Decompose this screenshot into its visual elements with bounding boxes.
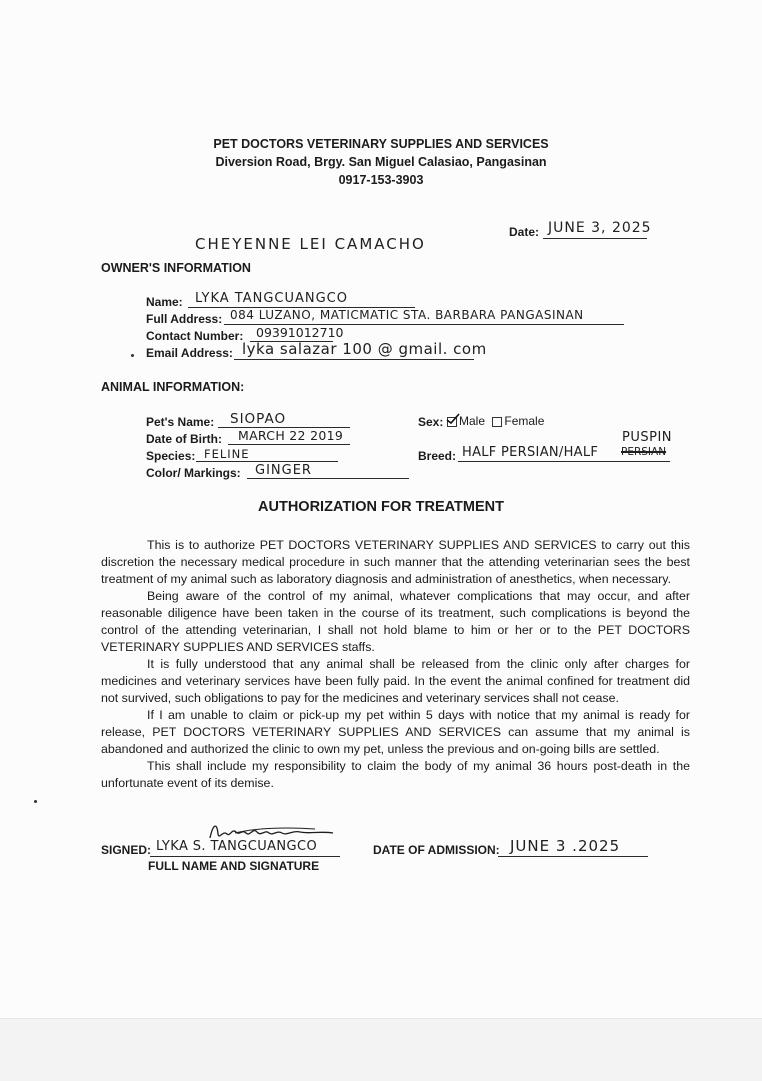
breed-value: HALF PERSIAN/HALF bbox=[462, 445, 599, 460]
clinic-address: Diversion Road, Brgy. San Miguel Calasiao, Pangasinan bbox=[215, 155, 547, 169]
owner-contact-value: 09391012710 bbox=[256, 325, 344, 340]
sex-options bbox=[447, 414, 544, 428]
sex-female-label: Female bbox=[504, 414, 545, 428]
color-label: Color/ Markings: bbox=[146, 466, 241, 480]
color-value: GINGER bbox=[255, 463, 312, 478]
owner-email-underline bbox=[234, 359, 474, 360]
species-label: Species: bbox=[146, 449, 196, 463]
authorization-title: AUTHORIZATION FOR TREATMENT bbox=[258, 499, 504, 515]
sex-female-option[interactable] bbox=[492, 414, 544, 428]
clinic-phone: 0917-153-3903 bbox=[338, 173, 424, 187]
authorization-paragraph-1: This is to authorize PET DOCTORS VETERINARY SUPPLIES AND SERVICES to carry out this discretion the necessary medical procedure in such manner that the attending veterinarian sees the best treatment of my animal such as laboratory diagnosis and administration of anesthetics, when necessary. bbox=[101, 538, 690, 586]
admission-label: DATE OF ADMISSION: bbox=[373, 843, 500, 857]
sex-male-option[interactable] bbox=[447, 414, 488, 428]
admission-underline bbox=[498, 856, 648, 857]
authorization-paragraph-3: It is fully understood that any animal shall be released from the clinic only after charges for medicines and veterinary services have been fully paid. In the event the animal confined for treatment did not survived, such obligations to pay for the medicines and veterinary services shall not cease. bbox=[101, 657, 690, 705]
owner-email-value: lyka salazar 100 @ gmail. com bbox=[242, 340, 487, 358]
authorization-body bbox=[101, 537, 690, 792]
color-underline bbox=[247, 478, 409, 479]
breed-label: Breed: bbox=[418, 449, 457, 463]
clinic-name: PET DOCTORS VETERINARY SUPPLIES AND SERVICES bbox=[213, 137, 549, 151]
signed-label: SIGNED: bbox=[101, 843, 152, 857]
scan-bottom-edge bbox=[0, 1018, 762, 1081]
species-value: FELINE bbox=[204, 447, 250, 461]
breed-underline bbox=[458, 461, 670, 462]
dob-underline bbox=[228, 444, 350, 445]
owner-email-label: Email Address: bbox=[146, 346, 233, 360]
date-value: JUNE 3, 2025 bbox=[548, 220, 652, 236]
owner-name-value: LYKA TANGCUANGCO bbox=[195, 291, 348, 306]
sex-label: Sex: bbox=[418, 415, 444, 429]
owner-address-label: Full Address: bbox=[146, 312, 223, 326]
signature-caption: FULL NAME AND SIGNATURE bbox=[148, 859, 320, 873]
date-label: Date: bbox=[509, 225, 540, 239]
breed-correction: PUSPIN bbox=[622, 430, 673, 445]
handwritten-owner-note: CHEYENNE LEI CAMACHO bbox=[195, 235, 426, 253]
animal-section-title: ANIMAL INFORMATION: bbox=[101, 380, 245, 394]
dob-value: MARCH 22 2019 bbox=[238, 428, 344, 443]
breed-struck-text: PERSIAN bbox=[621, 446, 667, 458]
stray-mark bbox=[131, 354, 134, 357]
stray-mark bbox=[34, 800, 37, 803]
handwritten-signature-icon bbox=[205, 820, 340, 846]
pet-name-value: SIOPAO bbox=[230, 411, 287, 427]
female-checkbox-icon[interactable] bbox=[492, 417, 502, 427]
sex-male-label: Male bbox=[459, 414, 486, 428]
male-checkbox-checked-icon[interactable] bbox=[447, 417, 457, 427]
authorization-paragraph-2: Being aware of the control of my animal, whatever complications that may occur, and after reasonable diligence have been taken in the course of its treatment, such complications is beyond the control of the attending veterinarian, I shall not hold blame to him or her or to the PET DOCTORS VETERINARY SUPPLIES AND SERVICES staffs. bbox=[101, 589, 690, 654]
authorization-paragraph-5: This shall include my responsibility to claim the body of my animal 36 hours post-death in the unfortunate event of its demise. bbox=[101, 759, 690, 790]
owner-contact-label: Contact Number: bbox=[146, 329, 244, 343]
date-underline bbox=[543, 238, 647, 239]
owner-name-label: Name: bbox=[146, 295, 183, 309]
species-underline bbox=[196, 461, 338, 462]
signature-underline bbox=[150, 856, 340, 857]
pet-name-label: Pet's Name: bbox=[146, 415, 215, 429]
authorization-paragraph-4: If I am unable to claim or pick-up my pet within 5 days with notice that my animal is ready for release, PET DOCTORS VETERINARY SUPPLIES AND SERVICES can assume that my animal is abandoned and authorized the clinic to own my pet, unless the previous and on-going bills are settled. bbox=[101, 708, 690, 756]
owner-address-value: 084 LUZANO, MATICMATIC STA. BARBARA PANGASINAN bbox=[230, 308, 584, 322]
admission-value: JUNE 3 .2025 bbox=[510, 837, 621, 855]
dob-label: Date of Birth: bbox=[146, 432, 222, 446]
signed-name-value: LYKA S. TANGCUANGCO bbox=[156, 839, 318, 854]
owner-section-title: OWNER'S INFORMATION bbox=[101, 261, 251, 275]
